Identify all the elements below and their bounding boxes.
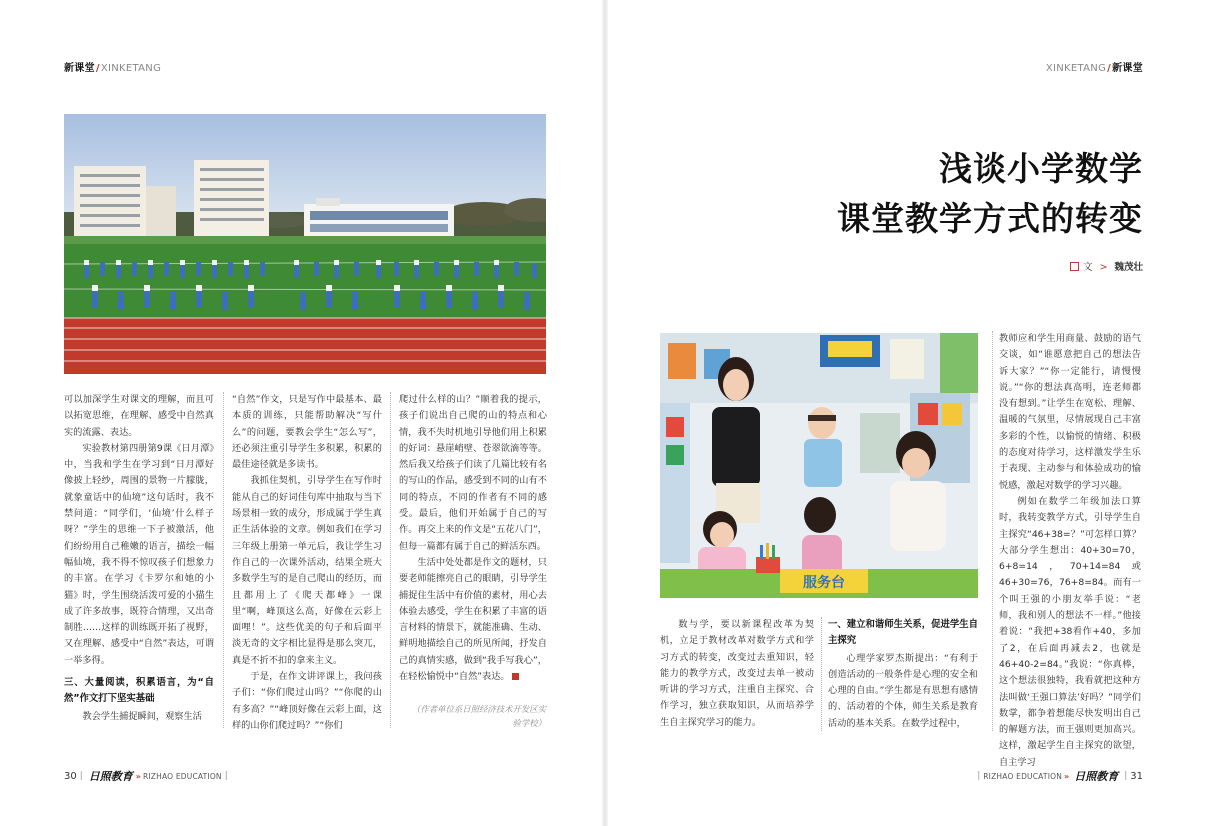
publication-name: RIZHAO EDUCATION [983,771,1063,781]
paragraph: 可以加深学生对课文的理解，而且可以拓宽思维，在理解、感受中自然真实的流露、表达。 [64,394,214,438]
classroom-photo [660,333,978,598]
section-heading: 一、建立和谐师生关系，促进学生自主探究 [828,619,979,647]
paragraph: “自然”作文，只是写作中最基本、最本质的训练，只能帮助解决“写什么”的问题，要教会学生“怎么写”，还必须注重引导学生多积累，积累的最佳途径就是多读书。 [232,394,382,471]
publication-name: RIZHAO EDUCATION [142,771,222,781]
footer-divider: | [1124,771,1128,781]
footer-divider: | [977,771,981,781]
left-page-header [64,59,161,74]
square-icon [1070,262,1079,271]
column-divider [821,617,822,731]
left-column-1 [64,392,214,725]
left-column-3 [399,392,547,685]
footer-divider: | [224,771,228,781]
author-affiliation-note: （作者单位系日照经济技术开发区实验学校） [412,704,546,728]
byline-arrow: > [1099,262,1108,273]
header-cn: 新课堂 [1112,63,1143,74]
right-page [605,0,1209,826]
paragraph: 心理学家罗杰斯提出：“有利于创造活动的一般条件是心理的安全和心理的自由。”学生都是有思想有感情的、活动着的个体，师生关系是教育活动的基本关系。在数学过程中， [828,652,978,729]
article-end-mark [512,673,519,680]
paragraph: 实验教材第四册第9课《日月潭》中，当我和学生在学习到“日月潭好像披上轻纱，周围的景物一片朦胧，就象童话中的仙境”这句话时，我不禁问道：“同学们，‘仙境’什么样子呀？”学生的思维一下子被激活，他们纷纷用自己稚嫩的语言，描绘一幅幅仙境，我不得不惊叹孩子们想象力的丰富。在学习《卡罗尔和她的小猫》时，学生围绕活泼可爱的小猫生成了许多故事，既符合情理，又出奇制胜……这样的训练既开拓了视野，又在理解、感受中“自然”表达，可谓一举多得。 [64,442,214,666]
paragraph: 于是，在作文讲评课上，我问孩子们：“你们爬过山吗？”“你爬的山有多高？”“峰顶好像在云彩上面，这样的山你们爬过吗？”“你们 [232,671,382,731]
left-page [0,0,604,826]
magazine-logo: 日照教育 [1074,770,1119,783]
footer-divider: | [79,771,83,781]
page-number: 30 [64,770,77,782]
header-latin: XINKETANG [1045,63,1107,74]
school-sports-field-photo [64,114,546,374]
article-title [837,144,1143,244]
paragraph: 教师应和学生用商量、鼓励的语气交谈，如“谁愿意把自己的想法告诉大家？”“你一定能行，请慢慢说。”“你的想法真高明，连老师都没有想到。”让学生在宽松、理解、温暖的气氛里，尽情展现自己丰富多彩的个性，以愉悦的情绪、积极的态度对待学习，这样激发学生乐于表现、主动参与和体验成功的愉悦感，激起对数学的学习兴趣。 [999,333,1141,491]
title-line-1: 浅谈小学数学 [939,149,1143,188]
paragraph: 数与学，要以新课程改革为契机，立足于教材改革对数学方式和学习方式的转变，改变过去重知识，轻能力的教学方式，改变过去单一被动听讲的学习方式，注重自主探究、合作学习，独立获取知识，从而培养学生自主探究学习的能力。 [660,619,814,728]
section-heading: 三、大量阅读，积累语言，为“自然”作文打下坚实基础 [64,677,214,705]
right-footer [974,768,1143,784]
chevron-icon: » [1064,771,1070,781]
right-column-2 [828,617,978,732]
paragraph: 例如在数学二年级加法口算时，我转变教学方式，引导学生自主探究“46+38=？”可怎样口算？大部分学生想出：40+30=70，6+8=14，70+14=84或46+30=76，76+8=84。而有一个叫王强的小朋友举手说：“老师，我和别人的想法不一样。”他接着说：“我把+38看作+40，多加了2，在后面再减去2，也就是46+40-2=84。”我说：“你真棒，这个想法很独特，我看就把这种方法叫做‘王强口算法’好吗？”同学们数掌，都争着想能尽快发明出自己的解题方法，而王强则更加高兴。这样，激起学生自主探究的欲望，自主学习 [999,495,1141,768]
byline-label: 文 [1083,262,1093,273]
header-latin: XINKETANG [100,63,162,74]
left-footer [64,768,231,784]
column-divider [390,392,391,728]
service-desk-sign: 服务台 [803,575,845,591]
right-page-header [1046,59,1143,74]
paragraph: 爬过什么样的山？”顺着我的提示，孩子们说出自己爬的山的特点和心情，我不失时机地引导他们用上积累的好词：悬崖峭壁、苍翠欲滴等等。然后我又给孩子们读了几篇比较有名的写山的作品，感受到不同的山有不同的特点，不同的作者有不同的感受。最后，他们开始属于自己的写作。再交上来的作文是“五花八门”，但每一篇都有属于自己的鲜活东西。 [399,394,547,552]
magazine-logo: 日照教育 [88,770,133,783]
header-slash: / [95,63,100,74]
page-number: 31 [1130,770,1143,782]
paragraph [399,555,547,685]
right-column-top [999,331,1141,771]
column-divider [992,331,993,731]
byline [1070,259,1143,273]
paragraph: 我抓住契机，引导学生在写作时能从自己的好词佳句库中抽取与当下场景相一致的成分，形成属于学生真正生活体验的文章。例如我们在学习三年级上册第一单元后，我让学生习作自己的一次课外活动，结果全班大多数学生写的是自己爬山的经历，而且都用上了《爬天都峰》一课里“啊，峰顶这么高，好像在云彩上面哩！”。这些优美的句子和后面平淡无奇的文字相比显得是那么突兀，真是不折不扣的拿来主义。 [232,475,382,666]
paragraph: 教会学生捕捉瞬间，观察生活 [82,710,202,722]
column-divider [223,392,224,728]
left-column-2 [232,392,382,734]
header-cn: 新课堂 [64,63,95,74]
header-slash: / [1107,63,1112,74]
title-line-2: 课堂教学方式的转变 [837,199,1143,238]
right-column-1 [660,617,814,731]
author-name: 魏茂壮 [1114,262,1143,273]
paragraph-text: 生活中处处都是作文的题材，只要老师能擦亮自己的眼睛，引导学生捕捉住生活中有价值的素材，用心去体验去感受，学生在积累了丰富的语言材料的情景下，就能准确、生动、鲜明地描绘自己的所见所闻，抒发自己的真情实感，做到“我手写我心”，在轻松愉悦中“自然”表达。 [399,556,547,683]
chevron-icon: » [135,771,141,781]
